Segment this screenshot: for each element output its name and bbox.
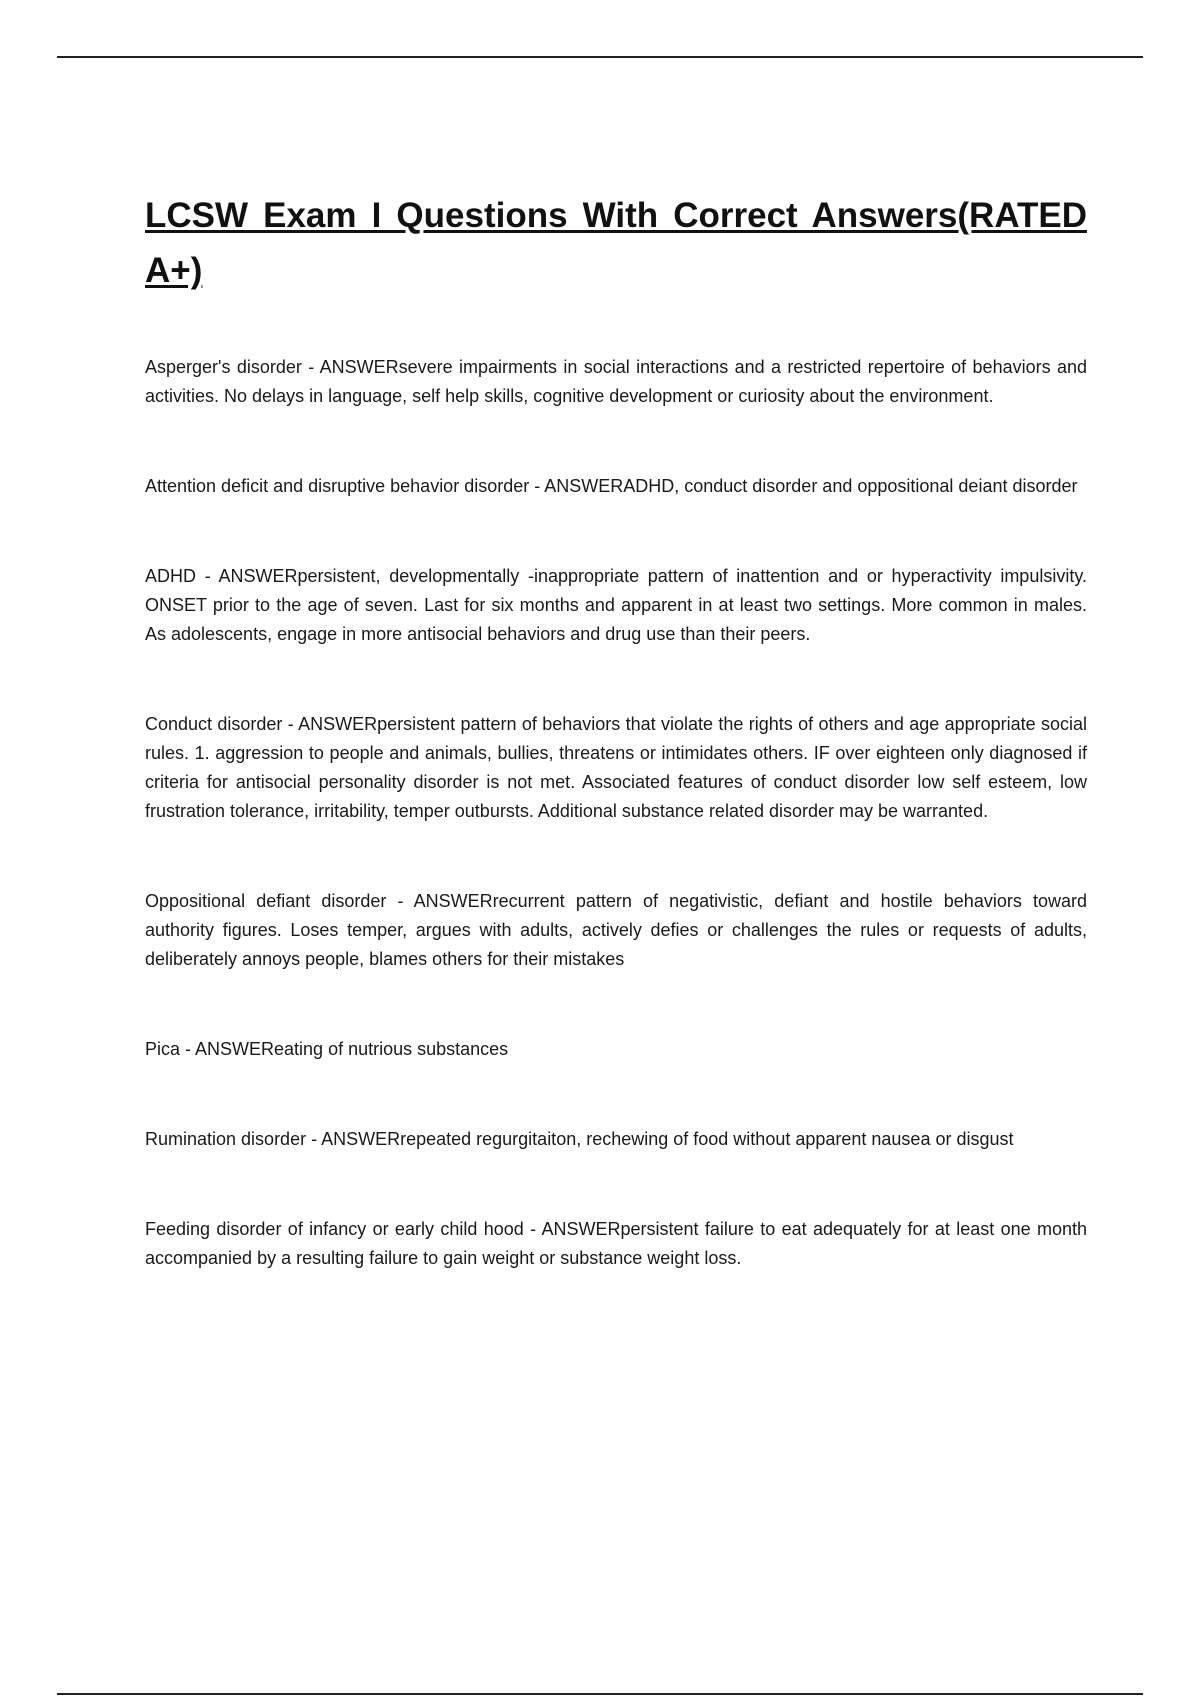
qa-entry: Asperger's disorder - ANSWERsevere impairments in social interactions and a restricted repertoire of behaviors and activities. No delays in language, self help skills, cognitive development or curiosity about the environment. [145,357,1087,406]
qa-entry: ADHD - ANSWERpersistent, developmentally -inappropriate pattern of inattention and or hyperactivity impulsivity. ONSET prior to the age of seven. Last for six months and apparent in at least two settings. More common in males. As adolescents, engage in more antisocial behaviors and drug use than their peers. [145,566,1087,644]
qa-entry: Oppositional defiant disorder - ANSWERrecurrent pattern of negativistic, defiant and hostile behaviors toward authority figures. Loses temper, argues with adults, actively defies or challenges the rules or requests of adults, deliberately annoys people, blames others for their mistakes [145,891,1087,969]
document-body [145,188,1087,1334]
qa-entry: Conduct disorder - ANSWERpersistent pattern of behaviors that violate the rights of others and age appropriate social rules. 1. aggression to people and animals, bullies, threatens or intimidates others. IF over eighteen only diagnosed if criteria for antisocial personality disorder is not met. Associated features of conduct disorder low self esteem, low frustration tolerance, irritability, temper outbursts. Additional substance related disorder may be warranted. [145,714,1087,821]
qa-entry: Pica - ANSWEReating of nutrious substances [145,1039,509,1059]
qa-list [145,353,1087,1273]
qa-entry: Feeding disorder of infancy or early child hood - ANSWERpersistent failure to eat adequately for at least one month accompanied by a resulting failure to gain weight or substance weight loss. [145,1219,1087,1268]
document-title: LCSW Exam I Questions With Correct Answers(RATED A+) [145,196,1087,290]
qa-entry: Attention deficit and disruptive behavior disorder - ANSWERADHD, conduct disorder and oppositional deiant disorder [145,476,1078,496]
qa-entry: Rumination disorder - ANSWERrepeated regurgitaiton, rechewing of food without apparent nausea or disgust [145,1129,1014,1149]
header-rule [57,56,1143,58]
footer-rule [57,1693,1143,1695]
